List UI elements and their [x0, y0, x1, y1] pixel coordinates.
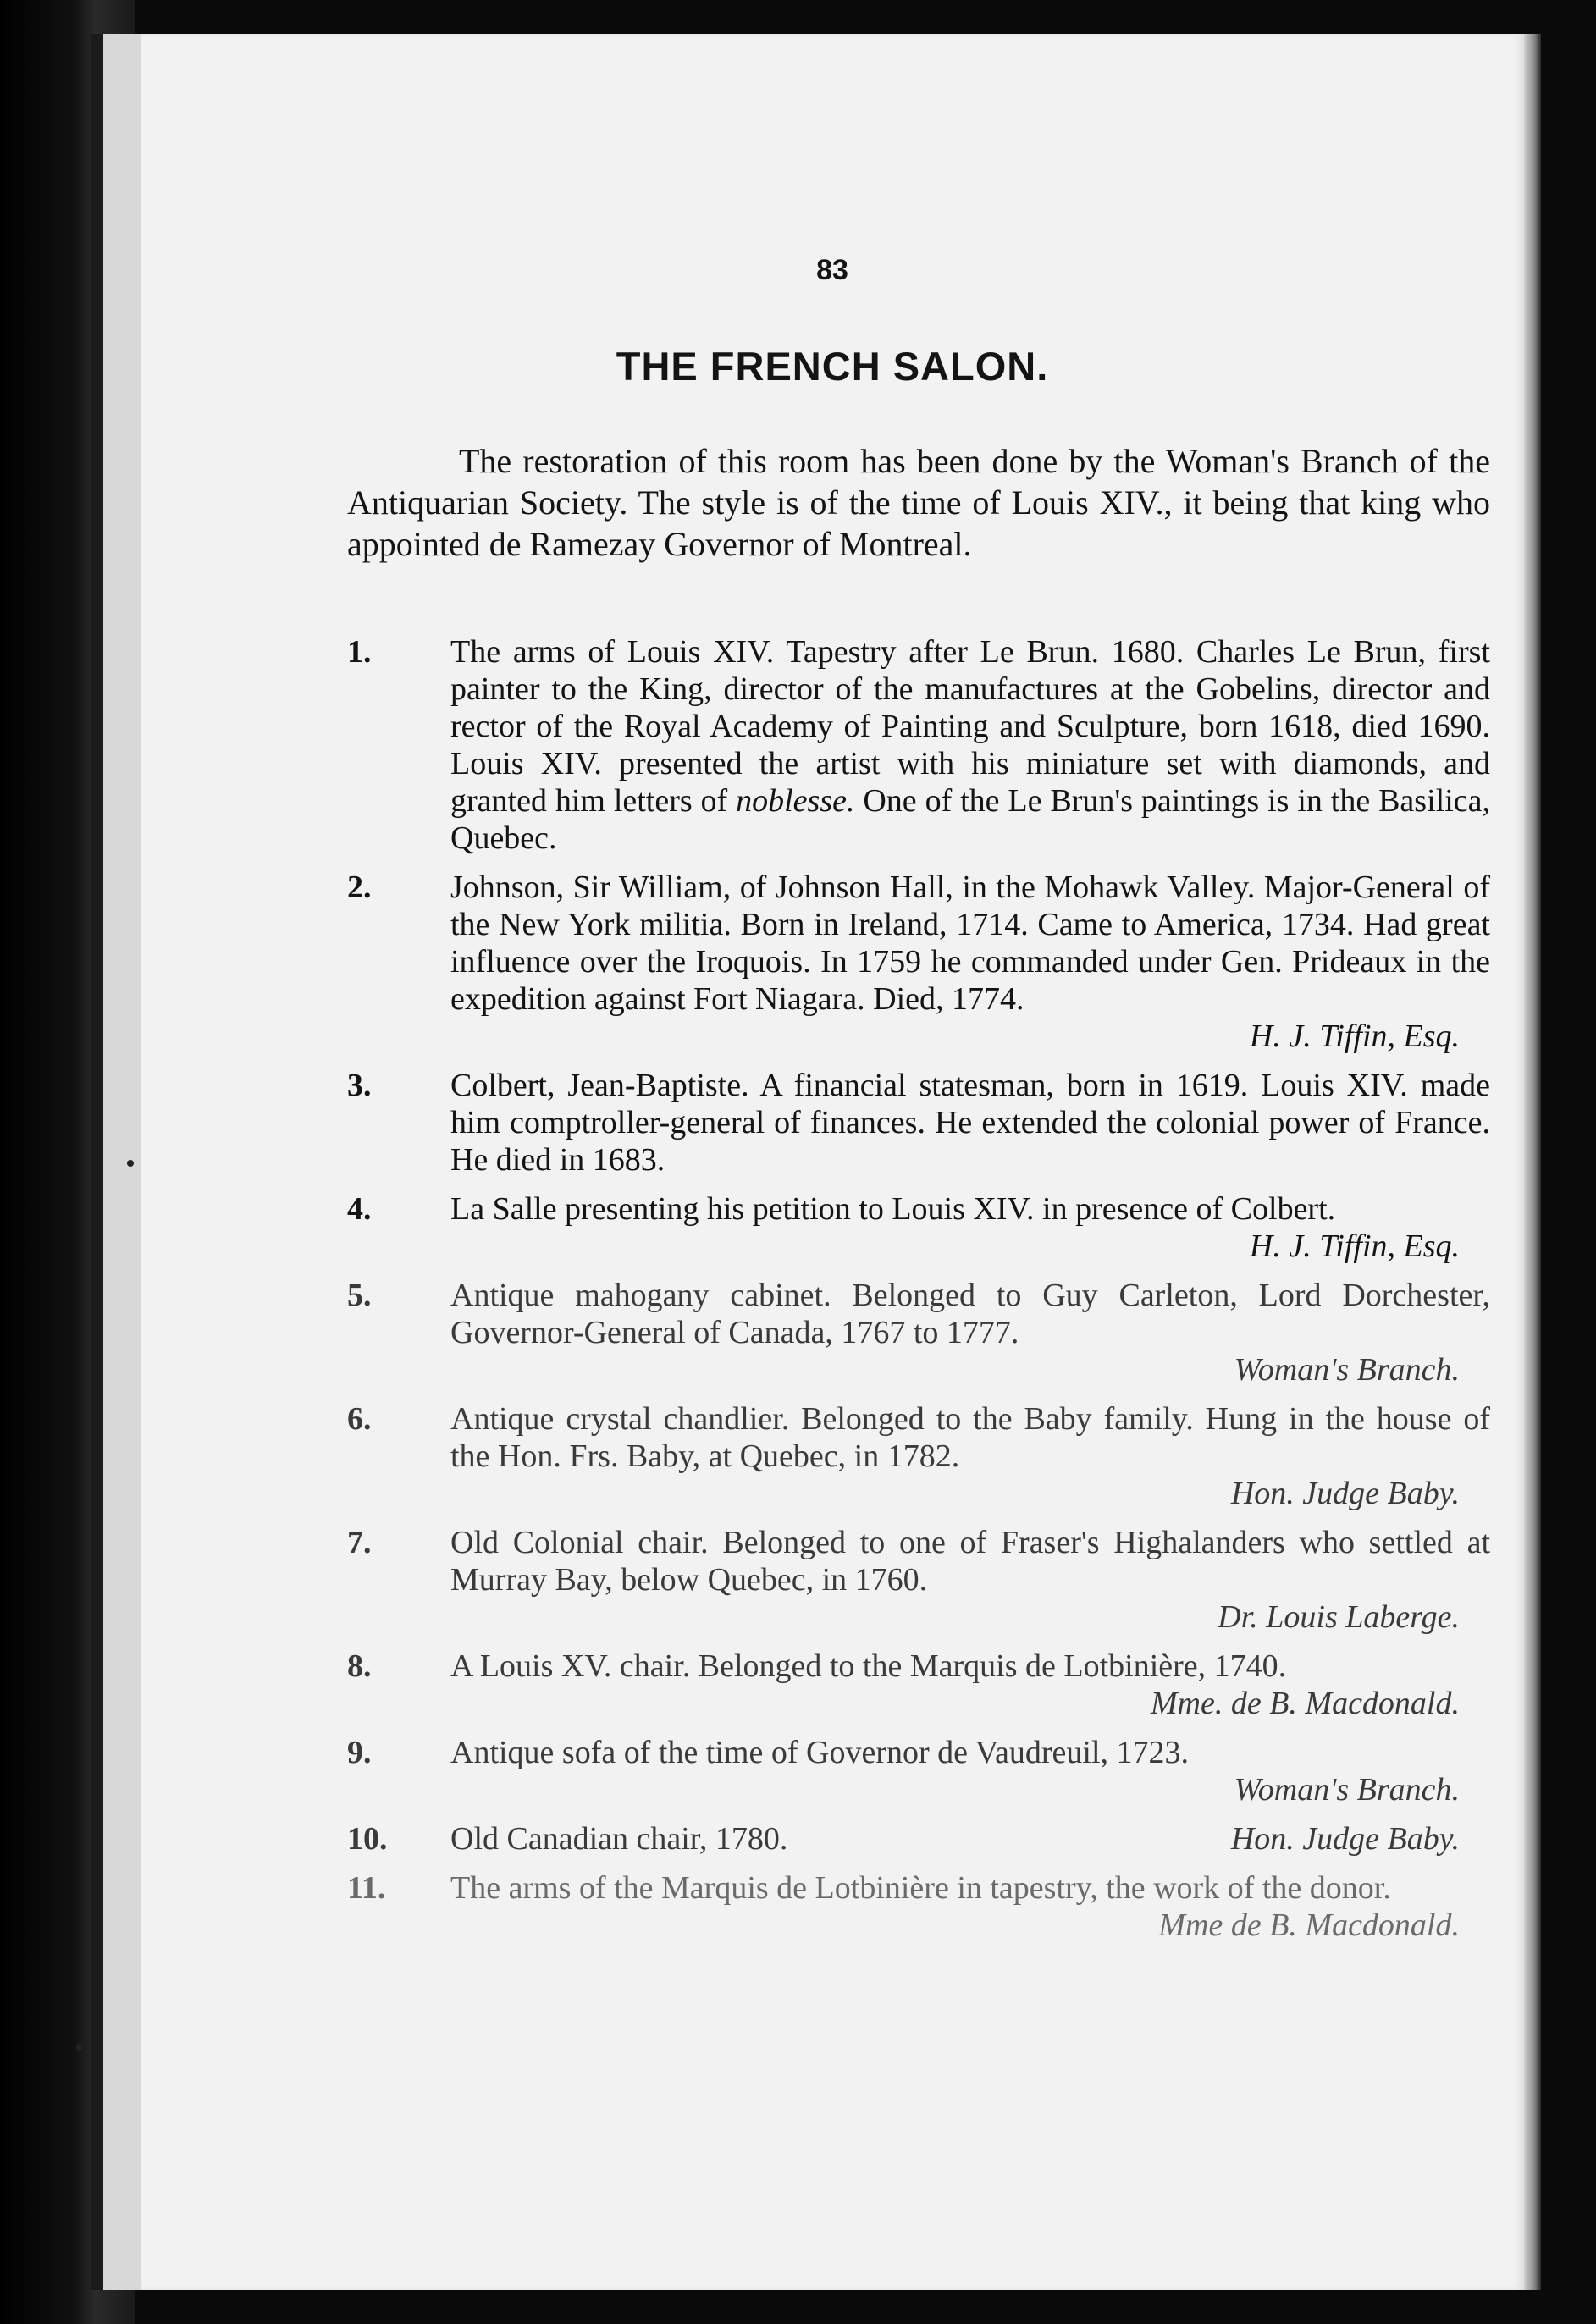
- margin-speck: [76, 2044, 83, 2051]
- entry-donor: Mme de B. Macdonald.: [1158, 1907, 1460, 1943]
- entry-number: 6.: [347, 1401, 372, 1437]
- entry-description: [450, 1820, 1490, 1858]
- entry-description: [450, 1190, 1490, 1265]
- page-right-edge: [1524, 34, 1541, 2290]
- section-title: THE FRENCH SALON.: [616, 344, 1049, 389]
- entry-description: [450, 1869, 1490, 1944]
- catalogue-entry: [347, 869, 1490, 1055]
- entry-text: Old Canadian chair, 1780.: [450, 1821, 788, 1857]
- entry-italic-term: noblesse.: [736, 783, 855, 819]
- entry-text: Antique crystal chandlier. Belonged to the Baby family. Hung in the house of the Hon. Frs. Baby, at Quebec, in 1782.: [450, 1401, 1490, 1474]
- catalogue-entry: [347, 1190, 1490, 1265]
- catalogue-entry: [347, 1277, 1490, 1388]
- entry-donor: Woman's Branch.: [1234, 1772, 1460, 1808]
- margin-speck: [127, 1160, 134, 1167]
- entry-number: 7.: [347, 1525, 372, 1560]
- entry-description: [450, 1648, 1490, 1722]
- catalogue-entry: [347, 1648, 1490, 1722]
- entry-number: 1.: [347, 634, 372, 670]
- entry-description: [450, 1734, 1490, 1808]
- entry-number: 8.: [347, 1648, 372, 1684]
- catalogue-entry: [347, 1524, 1490, 1636]
- catalogue-entry: [347, 633, 1490, 857]
- entry-description: [450, 633, 1490, 857]
- entry-text: Colbert, Jean-Baptiste. A financial statesman, born in 1619. Louis XIV. made him comptroller-general of finances. He extended the colonial power of France. He died in 1683.: [450, 1068, 1490, 1178]
- catalogue-entry: [347, 1400, 1490, 1512]
- entry-number: 10.: [347, 1821, 388, 1857]
- entry-description: [450, 1067, 1490, 1179]
- entry-donor: Woman's Branch.: [1234, 1352, 1460, 1388]
- entry-donor: Dr. Louis Laberge.: [1218, 1599, 1460, 1635]
- entry-text: Johnson, Sir William, of Johnson Hall, in the Mohawk Valley. Major-General of the New York militia. Born in Ireland, 1714. Came to America, 1734. Had great influence over the Iroquois. In 1759 he commanded under Gen. Prideaux in the expedition against Fort Niagara. Died, 1774.: [450, 869, 1490, 1017]
- entry-number: 9.: [347, 1735, 372, 1770]
- entry-number: 3.: [347, 1068, 372, 1103]
- entry-donor: Hon. Judge Baby.: [1230, 1821, 1460, 1857]
- entry-text: Antique mahogany cabinet. Belonged to Guy Carleton, Lord Dorchester, Governor-General of Canada, 1767 to 1777.: [450, 1278, 1490, 1350]
- entry-text: A Louis XV. chair. Belonged to the Marquis de Lotbinière, 1740.: [450, 1648, 1287, 1684]
- catalogue-entry: [347, 1820, 1490, 1858]
- intro-paragraph: The restoration of this room has been done by the Woman's Branch of the Antiquarian Society. The style is of the time of Louis XIV., it being that king who appointed de Ramezay Governor of Montreal.: [347, 442, 1490, 563]
- entry-description: [450, 1277, 1490, 1388]
- catalogue-list: [347, 633, 1490, 1944]
- entry-description: [450, 1400, 1490, 1512]
- catalogue-entry: [347, 1869, 1490, 1944]
- entry-number: 5.: [347, 1278, 372, 1313]
- entry-description: [450, 869, 1490, 1055]
- entry-text: One of the Le Brun's paintings is in the Basilica, Quebec.: [450, 783, 1490, 856]
- document-page: [141, 34, 1524, 2290]
- entry-text: La Salle presenting his petition to Louis XIV. in presence of Colbert.: [450, 1191, 1336, 1227]
- entry-text: Antique sofa of the time of Governor de Vaudreuil, 1723.: [450, 1735, 1190, 1770]
- entry-number: 2.: [347, 869, 372, 905]
- entry-text: The arms of Louis XIV. Tapestry after Le Brun. 1680. Charles Le Brun, first painter to the King, director of the manufactures at the Gobelins, director and rector of the Royal Academy of Painting and Sculpture, born 1618, died 1690. Louis XIV. presented the artist with his miniature set with diamonds, and granted him letters of: [450, 634, 1490, 819]
- catalogue-entry: [347, 1734, 1490, 1808]
- entry-donor: Hon. Judge Baby.: [1230, 1476, 1460, 1511]
- entry-number: 4.: [347, 1191, 372, 1227]
- entry-text: Old Colonial chair. Belonged to one of Fraser's Highalanders who settled at Murray Bay, below Quebec, in 1760.: [450, 1525, 1490, 1598]
- entry-donor: Mme. de B. Macdonald.: [1150, 1686, 1460, 1721]
- catalogue-entry: [347, 1067, 1490, 1179]
- entry-text: The arms of the Marquis de Lotbinière in tapestry, the work of the donor.: [450, 1870, 1391, 1906]
- entry-donor: H. J. Tiffin, Esq.: [1249, 1018, 1460, 1054]
- page-number: 83: [816, 254, 848, 286]
- entry-donor: H. J. Tiffin, Esq.: [1249, 1228, 1460, 1264]
- entry-description: [450, 1524, 1490, 1636]
- entry-number: 11.: [347, 1870, 386, 1906]
